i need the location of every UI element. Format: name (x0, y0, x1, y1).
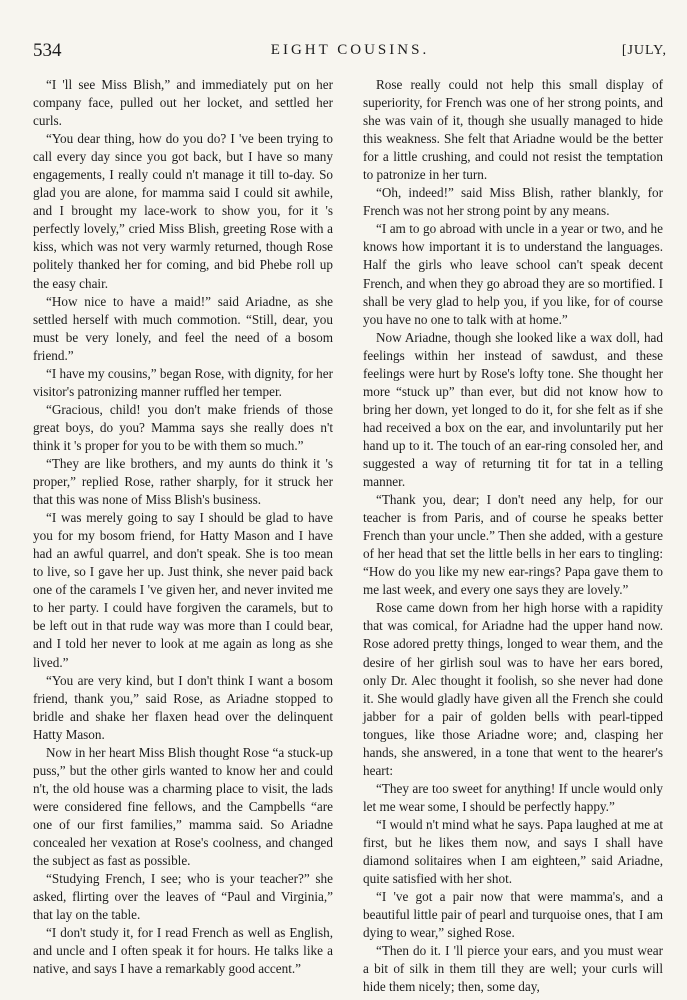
paragraph: “Then do it. I 'll pierce your ears, and you must wear a bit of silk in them till they are well; your curls will hide them nicely; then, some day, (363, 943, 663, 995)
paragraph: “I 'll see Miss Blish,” and immediately put on her company face, pulled out her locket, and settled her curls. (33, 77, 333, 129)
paragraph: “They are too sweet for anything! If uncle would only let me wear some, I should be perfectly happy.” (363, 780, 663, 814)
paragraph: Rose came down from her high horse with a rapidity that was comical, for Ariadne had the upper hand now. Rose adored pretty things, longed to wear them, and the desire of her girlish soul was to have her ears bored, only Dr. Alec thought it foolish, so she never had done it. She would gladly have given all the French she could jabber for a pair of golden bells with pearl-tipped tongues, like those Ariadne wore; and, clasping her hands, she answered, in a tone that went to the hearer's heart: (363, 600, 663, 778)
right-column (363, 76, 663, 996)
paragraph: “I don't study it, for I read French as well as English, and uncle and I often speak it for hours. He talks like a native, and says I have a remarkably good accent.” (33, 925, 333, 977)
paragraph: Rose really could not help this small display of superiority, for French was one of her strong points, and she was vain of it, though she usually managed to hide this weakness. She felt that Ariadne would be the better for a little crushing, and could not resist the temptation to patronize in her turn. (363, 77, 663, 183)
paragraph: “I am to go abroad with uncle in a year or two, and he knows how important it is to understand the languages. Half the girls who leave school can't speak decent French, and when they go abroad they are so mortified. I shall be very glad to help you, if you like, for of course you have no one to talk with at home.” (363, 221, 663, 327)
paragraph: “Gracious, child! you don't make friends of those great boys, do you? Mamma says she really does n't think it 's proper for you to be with them so much.” (33, 401, 333, 453)
paragraph: “Thank you, dear; I don't need any help, for our teacher is from Paris, and of course he speaks better French than your uncle.” Then she added, with a gesture of her head that set the little bells in her ears to tingling: “How do you like my new ear-rings? Papa gave them to me last week, and every one says they are lovely.” (363, 492, 663, 598)
paragraph: “Oh, indeed!” said Miss Blish, rather blankly, for French was not her strong point by any means. (363, 185, 663, 219)
paragraph: “How nice to have a maid!” said Ariadne, as she settled herself with much commotion. “Still, dear, you must be very lonely, and feel the need of a bosom friend.” (33, 293, 333, 363)
paragraph: “I would n't mind what he says. Papa laughed at me at first, but he likes them now, and says I shall have diamond solitaires when I am eighteen,” said Ariadne, quite satisfied with her shot. (363, 816, 663, 887)
running-title: EIGHT COUSINS. (270, 42, 430, 58)
paragraph: “I have my cousins,” began Rose, with dignity, for her visitor's patronizing manner ruffled her temper. (33, 365, 334, 399)
left-column (33, 76, 333, 978)
paragraph: “You dear thing, how do you do? I 've been trying to call every day since you got back, but I have so many engagements, I really could n't manage it till to-day. So glad you are alone, for mamma said I could sit awhile, and I brought my lace-work to show you, for it 's perfectly lovely,” cried Miss Blish, greeting Rose with a kiss, which was not very warmly returned, though Rose politely thanked her for coming, and bid Phebe roll up the easy chair. (33, 131, 333, 291)
paragraph: Now in her heart Miss Blish thought Rose “a stuck-up puss,” but the other girls wanted to know her and could n't, the old house was a charming place to visit, the lads were considered fine fellows, and the Campbells “are one of our first families,” mamma said. So Ariadne concealed her vexation at Rose's coolness, and changed the subject as fast as possible. (33, 744, 333, 869)
paragraph: “You are very kind, but I don't think I want a bosom friend, thank you,” said Rose, as Ariadne stopped to bridle and shake her flaxen head over the delinquent Hatty Mason. (33, 672, 333, 742)
paragraph: “Studying French, I see; who is your teacher?” she asked, flirting over the leaves of “Paul and Virginia,” that lay on the table. (33, 871, 333, 923)
paragraph: Now Ariadne, though she looked like a wax doll, had feelings within her instead of sawdust, and these feelings were hurt by Rose's lofty tone. She thought her more “stuck up” than ever, but did not know how to bring her down, yet longed to do it, for she felt as if she had received a box on the ear, and involuntarily put her hand up to it. The touch of an ear-ring consoled her, and suggested a way of returning tit for tat in a telling manner. (363, 329, 663, 490)
paragraph: “They are like brothers, and my aunts do think it 's proper,” replied Rose, rather sharply, for it struck her that this was none of Miss Blish's business. (33, 455, 333, 508)
page-number: 534 (33, 40, 62, 61)
paragraph: “I was merely going to say I should be glad to have you for my bosom friend, for Hatty Mason and I have had an awful quarrel, and don't speak. She is too mean to live, so I gave her up. Just think, she never paid back one of the caramels I 've given her, and never invited me to her party. I could have forgiven the caramels, but to be left out in that rude way was more than I could bear, and I told her never to look at me again as long as she lived.” (33, 510, 333, 670)
month-label: [JULY, (621, 43, 667, 58)
paragraph: “I 've got a pair now that were mamma's, and a beautiful little pair of pearl and turquoise ones, that I am dying to wear,” sighed Rose. (363, 889, 663, 941)
page-header (33, 40, 667, 64)
